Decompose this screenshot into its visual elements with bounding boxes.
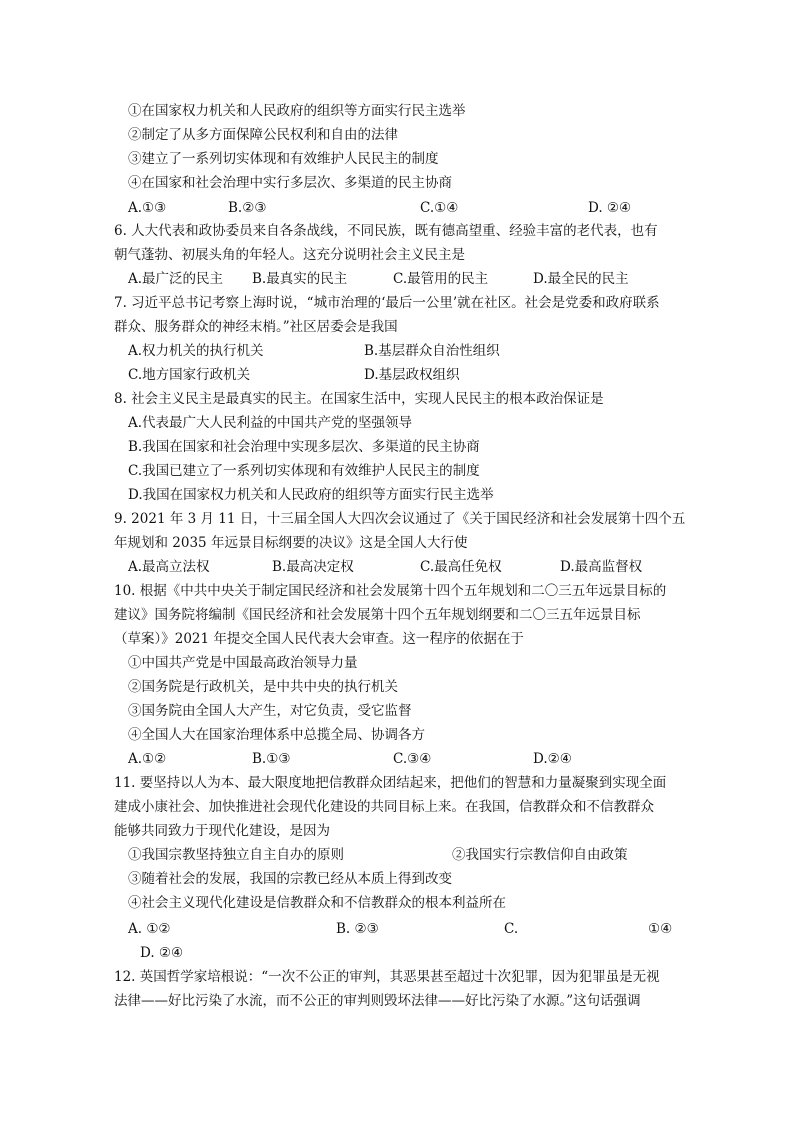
q9-choice-b: B.最高决定权 xyxy=(272,559,354,575)
q10-statement-4: ④全国人大在国家治理体系中总揽全局、协调各方 xyxy=(128,727,425,743)
q10-choice-c: C.③④ xyxy=(393,751,432,767)
q6-choice-c: C.最管用的民主 xyxy=(393,271,489,287)
q5-statement-4: ④在国家和社会治理中实行多层次、多渠道的民主协商 xyxy=(128,175,452,191)
q6-choice-d: D.最全民的民主 xyxy=(533,271,629,287)
q11-statement-2: ②我国实行宗教信仰自由政策 xyxy=(452,847,628,863)
q11-choice-c-value: ①④ xyxy=(648,921,673,937)
q10-stem-line-1: 10. 根据《中共中央关于制定国民经济和社会发展第十四个五年规划和二〇三五年远景目标的 xyxy=(114,583,667,599)
q6-choice-b: B.最真实的民主 xyxy=(252,271,348,287)
q7-choice-a: A.权力机关的执行机关 xyxy=(128,343,264,359)
q7-choice-d: D.基层政权组织 xyxy=(364,367,460,383)
q9-stem-line-2: 年规划和 2035 年远景目标纲要的决议》这是全国人大行使 xyxy=(114,535,468,551)
q5-choice-a: A.①③ xyxy=(128,200,167,216)
q10-stem-line-2: 建议》国务院将编制《国民经济和社会发展第十四个五年规划纲要和二〇三五年远景目标 xyxy=(114,607,641,623)
q7-stem-line-2: 群众、服务群众的神经末梢。”社区居委会是我国 xyxy=(114,319,398,335)
q11-choice-c-label: C. xyxy=(504,921,519,937)
q10-statement-2: ②国务院是行政机关，是中共中央的执行机关 xyxy=(128,679,398,695)
q11-statement-3: ③随着社会的发展，我国的宗教已经从本质上得到改变 xyxy=(128,871,452,887)
q12-stem-line-2: 法律——好比污染了水流，而不公正的审判则毁坏法律——好比污染了水源。”这句话强调 xyxy=(114,993,641,1009)
q10-statement-1: ①中国共产党是中国最高政治领导力量 xyxy=(128,655,358,671)
q11-stem-line-3: 能够共同致力于现代化建设，是因为 xyxy=(114,823,330,839)
q8-choice-c: C.我国已建立了一系列切实体现和有效维护人民民主的制度 xyxy=(128,463,480,479)
q9-choice-d: D.最高监督权 xyxy=(560,559,643,575)
q5-choice-d: D. ②④ xyxy=(588,200,632,216)
q11-choice-b: B. ②③ xyxy=(336,921,379,937)
q5-choice-b: B.②③ xyxy=(228,200,267,216)
q9-stem-line-1: 9. 2021 年 3 月 11 日，十三届全国人大四次会议通过了《关于国民经济和社会发展第十四个五 xyxy=(114,511,686,527)
q5-choice-c: C.①④ xyxy=(420,200,459,216)
q9-choice-a: A.最高立法权 xyxy=(128,559,210,575)
q11-stem-line-1: 11. 要坚持以人为本、最大限度地把信教群众团结起来，把他们的智慧和力量凝聚到实现全面 xyxy=(114,775,667,791)
q10-statement-3: ③国务院由全国人大产生，对它负责，受它监督 xyxy=(128,703,412,719)
q5-statement-2: ②制定了从多方面保障公民权利和自由的法律 xyxy=(128,127,398,143)
q11-choice-d: D. ②④ xyxy=(140,945,184,961)
q11-choice-a: A. ①② xyxy=(128,921,171,937)
q8-choice-d: D.我国在国家权力机关和人民政府的组织等方面实行民主选举 xyxy=(128,487,494,503)
q6-choice-a: A.最广泛的民主 xyxy=(128,271,224,287)
q10-choice-b: B.①③ xyxy=(252,751,291,767)
q10-choice-d: D.②④ xyxy=(533,751,572,767)
q9-choice-c: C.最高任免权 xyxy=(420,559,502,575)
q11-statement-4: ④社会主义现代化建设是信教群众和不信教群众的根本利益所在 xyxy=(128,895,506,911)
q6-stem-line-1: 6. 人大代表和政协委员来自各条战线，不同民族，既有德高望重、经验丰富的老代表，也有 xyxy=(114,223,658,239)
q10-stem-line-3: （草案）》2021 年提交全国人民代表大会审查。这一程序的依据在于 xyxy=(114,631,524,647)
q5-statement-1: ①在国家权力机关和人民政府的组织等方面实行民主选举 xyxy=(128,103,466,119)
q8-choice-a: A.代表最广大人民利益的中国共产党的坚强领导 xyxy=(128,415,413,431)
q7-stem-line-1: 7. 习近平总书记考察上海时说，“城市治理的‘最后一公里’就在社区。社会是党委和政府联系 xyxy=(114,295,660,311)
q7-choice-b: B.基层群众自治性组织 xyxy=(364,343,500,359)
q8-choice-b: B.我国在国家和社会治理中实现多层次、多渠道的民主协商 xyxy=(128,439,480,455)
q8-stem-line-1: 8. 社会主义民主是最真实的民主。在国家生活中，实现人民民主的根本政治保证是 xyxy=(114,391,604,407)
q6-stem-line-2: 朝气蓬勃、初展头角的年轻人。这充分说明社会主义民主是 xyxy=(114,247,465,263)
q5-statement-3: ③建立了一系列切实体现和有效维护人民民主的制度 xyxy=(128,151,439,167)
q11-statement-1: ①我国宗教坚持独立自主自办的原则 xyxy=(128,847,344,863)
q12-stem-line-1: 12. 英国哲学家培根说：“一次不公正的审判，其恶果甚至超过十次犯罪，因为犯罪虽是无视 xyxy=(114,969,660,985)
q7-choice-c: C.地方国家行政机关 xyxy=(128,367,251,383)
q10-choice-a: A.①② xyxy=(128,751,167,767)
q11-stem-line-2: 建成小康社会、加快推进社会现代化建设的共同目标上来。在我国，信教群众和不信教群众 xyxy=(114,799,654,815)
